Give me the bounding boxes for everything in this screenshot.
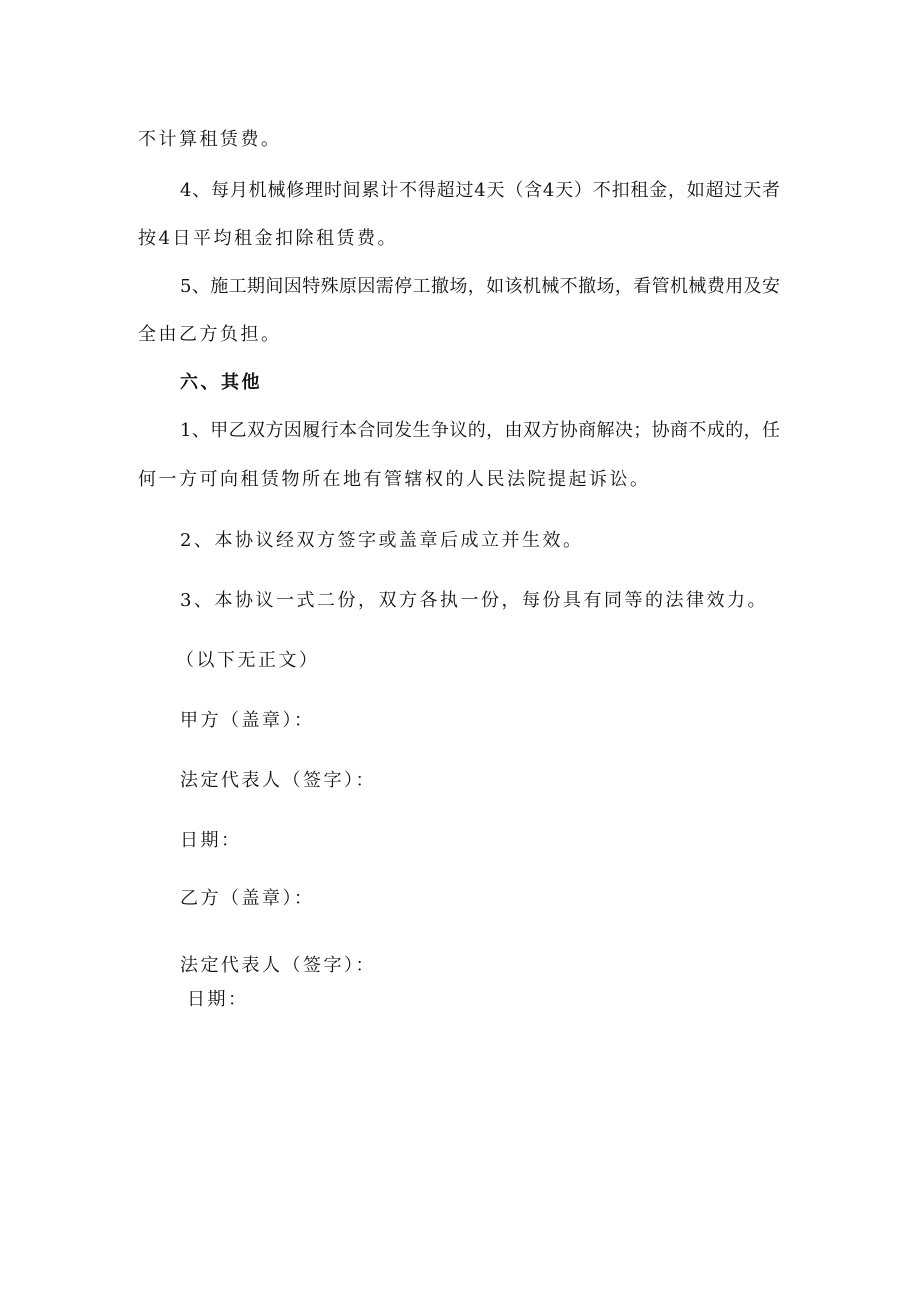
- paragraph-line: 不计算租赁费。: [138, 129, 282, 150]
- party-a-representative-label: 法定代表人（签字）：: [180, 770, 376, 791]
- end-of-text-note: （以下无正文）: [176, 650, 320, 671]
- party-a-date-label: 日期：: [180, 830, 242, 851]
- other-clause-1-line-2: 何一方可向租赁物所在地有管辖权的人民法院提起诉讼。: [138, 469, 651, 490]
- clause-4-line-2: 按4日平均租金扣除租赁费。: [138, 228, 398, 249]
- other-clause-1-line-1: 1、甲乙双方因履行本合同发生争议的，由双方协商解决；协商不成的，任: [180, 420, 780, 441]
- party-b-seal-label: 乙方（盖章）：: [180, 888, 315, 909]
- party-b-representative-label: 法定代表人（签字）：: [180, 955, 376, 976]
- party-b-date-label: 日期：: [187, 989, 249, 1010]
- clause-4-line-1: 4、每月机械修理时间累计不得超过4天（含4天）不扣租金，如超过天者: [180, 180, 780, 201]
- clause-5-line-1: 5、施工期间因特殊原因需停工撤场，如该机械不撤场，看管机械费用及安: [180, 276, 780, 297]
- clause-5-line-2: 全由乙方负担。: [138, 324, 282, 345]
- other-clause-3: 3、本协议一式二份，双方各执一份，每份具有同等的法律效力。: [180, 590, 768, 611]
- section-heading-other: 六、其他: [180, 372, 262, 393]
- other-clause-2: 2、本协议经双方签字或盖章后成立并生效。: [180, 530, 584, 551]
- party-a-seal-label: 甲方（盖章）：: [180, 710, 315, 731]
